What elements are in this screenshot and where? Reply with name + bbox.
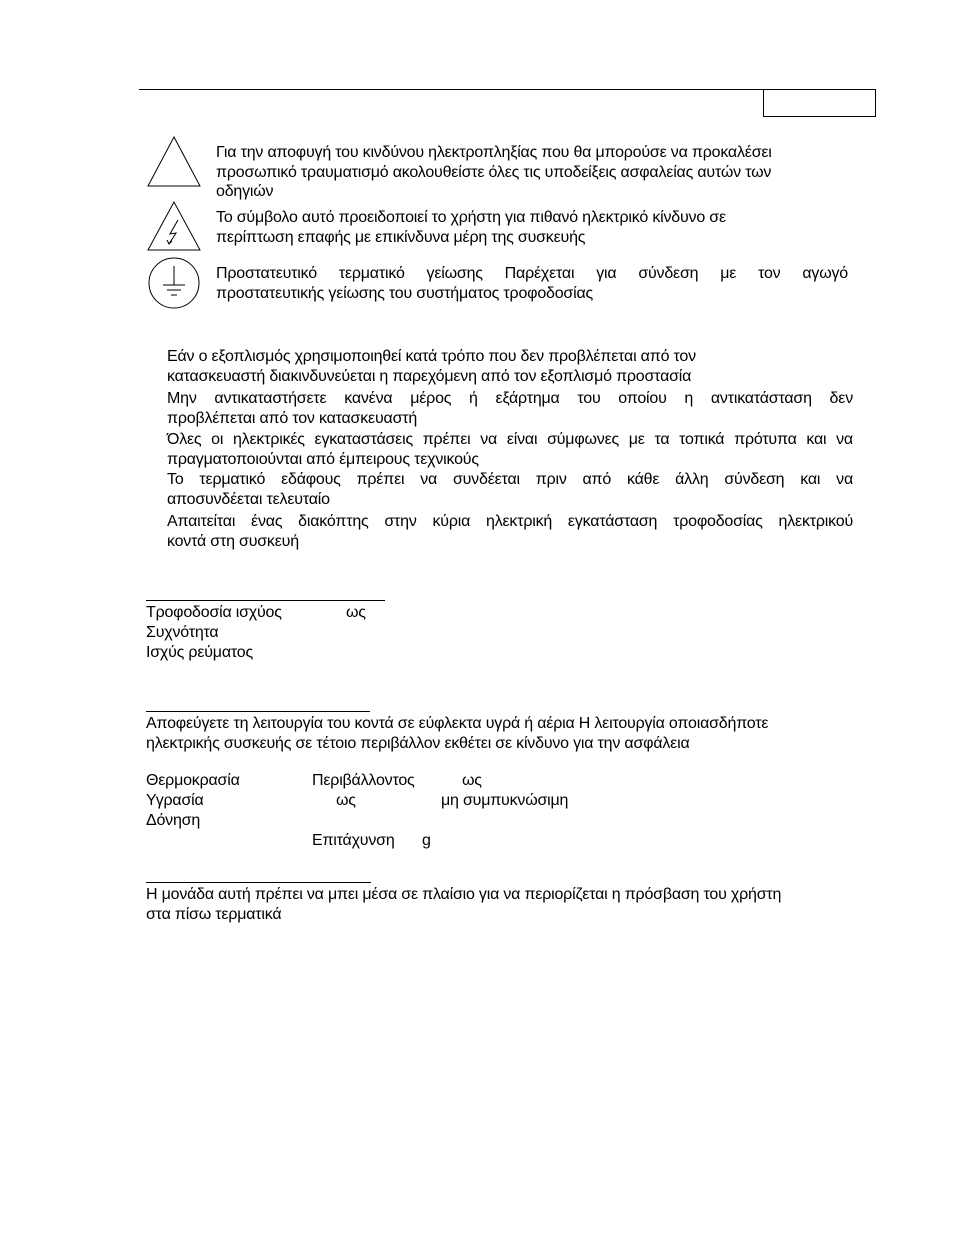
- humidity-label: Υγρασία: [146, 792, 204, 809]
- vibration-label: Δόνηση: [146, 812, 201, 829]
- environment-section-rule: [146, 711, 370, 712]
- protective-earth-icon: [147, 256, 201, 310]
- symbol-hazard-line-2: περίπτωση επαφής με επικίνδυνα μέρη της συσκευής: [216, 229, 586, 246]
- caution-triangle-icon: [146, 135, 202, 189]
- symbol-caution-line-2: προσωπικό τραυματισμό ακολουθείστε όλες τις υποδείξεις ασφαλείας αυτών των: [216, 164, 772, 181]
- environment-line-1: Αποφεύγετε τη λειτουργία του κοντά σε εύφλεκτα υγρά ή αέρια Η λειτουργία οποιασδήποτε: [146, 715, 769, 732]
- warning-1-line-2: κατασκευαστή διακινδυνεύεται η παρεχόμενη από τον εξοπλισμό προστασία: [167, 368, 692, 385]
- current-label: Ισχύς ρεύματος: [146, 644, 253, 661]
- frequency-label: Συχνότητα: [146, 624, 219, 641]
- symbol-caution-line-1: Για την αποφυγή του κινδύνου ηλεκτροπληξίας που θα μπορούσε να προκαλέσει: [216, 144, 772, 161]
- warning-4-line-2: αποσυνδέεται τελευταίο: [167, 491, 330, 508]
- symbol-caution-line-3: οδηγιών: [216, 183, 274, 200]
- warning-3-line-1: Όλες οι ηλεκτρικές εγκαταστάσεις πρέπει να είναι σύμφωνες με τα τοπικά πρότυπα και να: [167, 431, 853, 448]
- warning-4-line-1: Το τερματικό εδάφους πρέπει να συνδέεται πριν από κάθε άλλη σύνδεση και να: [167, 471, 853, 488]
- temperature-label: Θερμοκρασία: [146, 772, 240, 789]
- warning-5-line-1: Απαιτείται ένας διακόπτης στην κύρια ηλεκτρική εγκατάσταση τροφοδοσίας ηλεκτρικού: [167, 513, 853, 530]
- installation-section-rule: [146, 882, 371, 883]
- installation-line-2: στα πίσω τερματικά: [146, 906, 282, 923]
- power-supply-label: Τροφοδοσία ισχύος: [146, 604, 282, 621]
- warning-2-line-2: προβλέπεται από τον κατασκευαστή: [167, 410, 418, 427]
- warning-3-line-2: πραγματοποιούνται από έμπειρους τεχνικούς: [167, 451, 479, 468]
- humidity-separator: ως: [336, 792, 356, 809]
- symbol-earth-line-1: Προστατευτικό τερματικό γείωσης Παρέχεται για σύνδεση με τον αγωγό: [216, 265, 848, 282]
- ambient-label: Περιβάλλοντος: [312, 772, 415, 789]
- power-supply-separator: ως: [346, 604, 366, 621]
- electric-hazard-icon: [146, 200, 202, 252]
- power-section-rule: [146, 600, 385, 601]
- symbol-earth-line-2: προστατευτικής γείωσης του συστήματος τροφοδοσίας: [216, 285, 594, 302]
- acceleration-label: Επιτάχυνση: [312, 832, 395, 849]
- symbol-hazard-line-1: Το σύμβολο αυτό προειδοποιεί το χρήστη για πιθανό ηλεκτρικό κίνδυνο σε: [216, 209, 726, 226]
- non-condensing-label: μη συμπυκνώσιμη: [441, 792, 569, 809]
- warning-5-line-2: κοντά στη συσκευή: [167, 533, 299, 550]
- environment-line-2: ηλεκτρικής συσκευής σε τέτοιο περιβάλλον εκθέτει σε κίνδυνο για την ασφάλεια: [146, 735, 690, 752]
- installation-line-1: Η μονάδα αυτή πρέπει να μπει μέσα σε πλαίσιο για να περιορίζεται η πρόσβαση του χρήστη: [146, 886, 782, 903]
- acceleration-unit: g: [422, 832, 431, 849]
- temperature-separator: ως: [462, 772, 482, 789]
- warning-1-line-1: Εάν ο εξοπλισμός χρησιμοποιηθεί κατά τρόπο που δεν προβλέπεται από τον: [167, 348, 696, 365]
- header-tab-box: [763, 89, 876, 117]
- warning-2-line-1: Μην αντικαταστήσετε κανένα μέρος ή εξάρτημα του οποίου η αντικατάσταση δεν: [167, 390, 853, 407]
